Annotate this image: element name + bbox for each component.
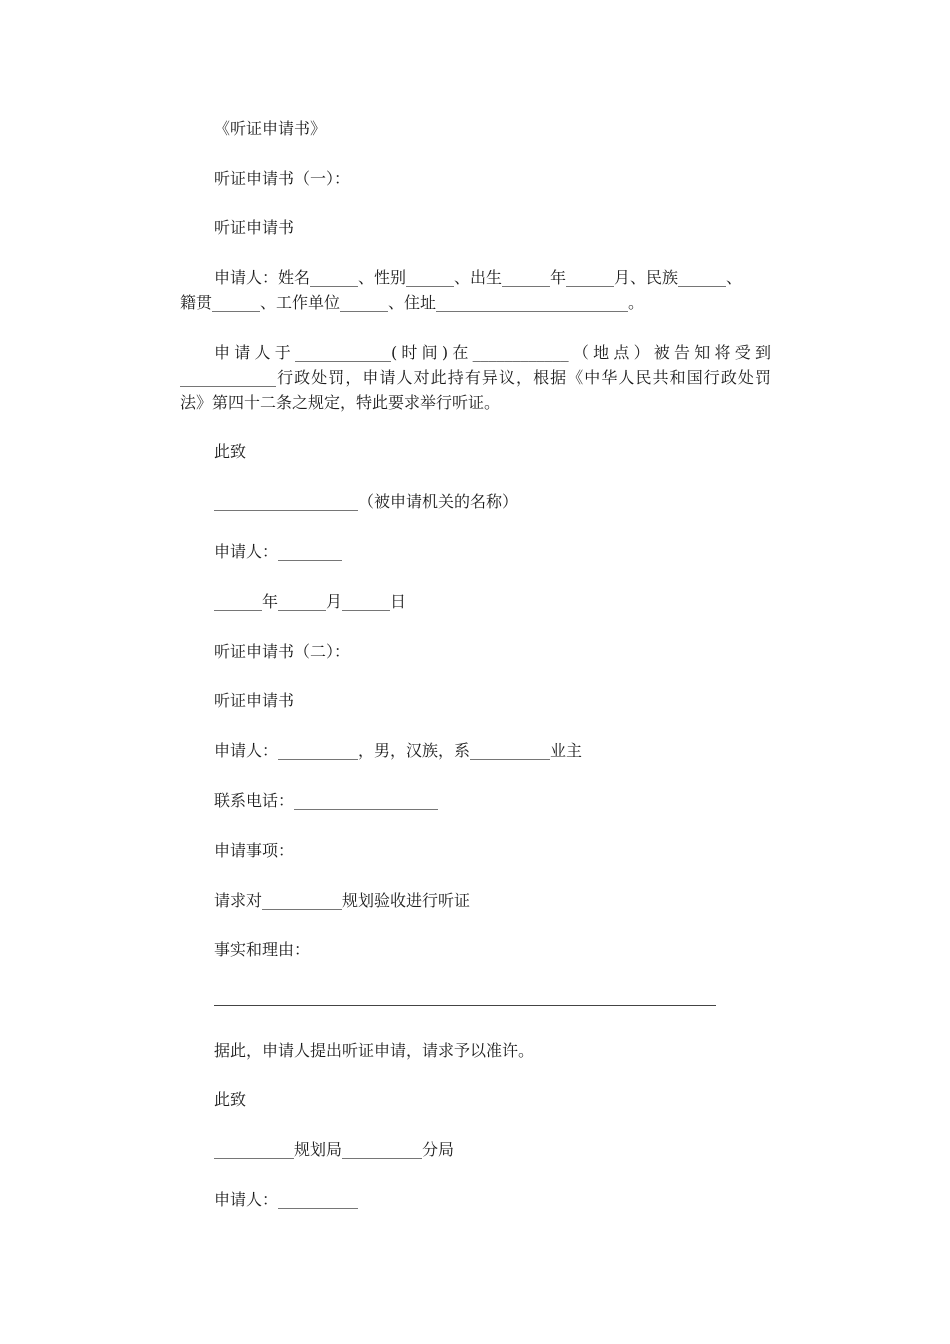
part1-applicant-line2: 籍贯______、工作单位______、住址________________________。 — [180, 293, 645, 312]
document-title: 《听证申请书》 — [214, 119, 327, 138]
part2-heading: 听证申请书（二）： — [214, 642, 351, 661]
part1-date: ______年______月______日 — [214, 592, 407, 611]
part2-salutation: 此致 — [214, 1090, 247, 1109]
part1-subtitle: 听证申请书 — [214, 218, 295, 237]
part1-recipient: __________________（被申请机关的名称） — [214, 492, 519, 511]
part2-matters-label: 申请事项： — [214, 841, 295, 860]
part2-conclusion: 据此，申请人提出听证申请，请求予以准许。 — [214, 1041, 535, 1060]
part1-body-line3: 法》第四十二条之规定，特此要求举行听证。 — [180, 393, 501, 412]
part1-salutation: 此致 — [214, 442, 247, 461]
facts-blank-line — [214, 1005, 716, 1006]
part2-facts-label: 事实和理由： — [214, 940, 311, 959]
part2-subtitle: 听证申请书 — [214, 691, 295, 710]
part2-recipient: __________规划局__________分局 — [214, 1140, 455, 1159]
part1-heading: 听证申请书（一）： — [214, 169, 351, 188]
part2-signature: 申请人：__________ — [214, 1190, 359, 1209]
part1-applicant-line1: 申请人：姓名______、性别______、出生______年______月、民族______、 — [214, 268, 743, 287]
part2-applicant: 申请人：__________，男，汉族，系__________业主 — [214, 741, 583, 760]
part2-request: 请求对__________规划验收进行听证 — [214, 891, 471, 910]
part1-signature: 申请人：________ — [214, 542, 343, 561]
part2-phone: 联系电话：__________________ — [214, 791, 439, 810]
part1-body-line1: 申请人于____________(时间)在____________（地点）被告知将受到 — [214, 343, 771, 362]
part1-body-line2: ____________行政处罚，申请人对此持有异议，根据《中华人民共和国行政处罚 — [180, 368, 771, 387]
